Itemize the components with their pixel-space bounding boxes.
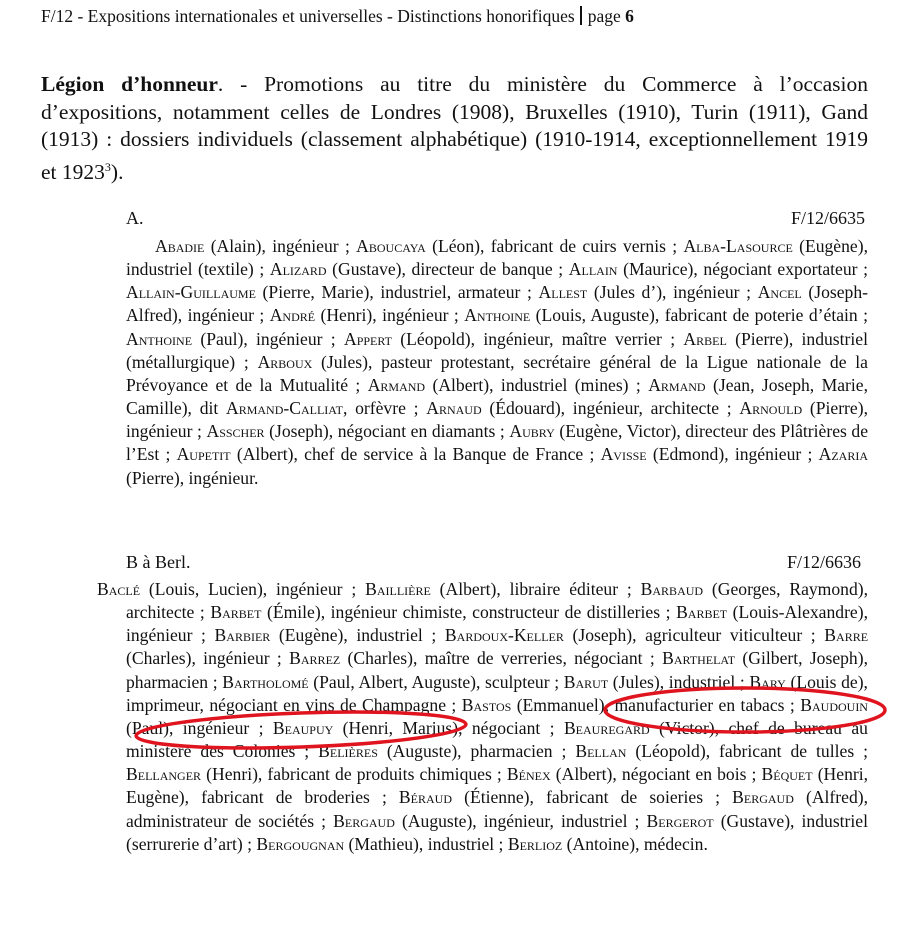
entry-name: Beauregard — [563, 717, 650, 738]
footnote-ref: 3 — [104, 159, 111, 174]
entry-details: (Jules), industriel ; — [608, 671, 745, 692]
entry-item — [539, 282, 752, 302]
entry-name: Belières — [318, 741, 378, 762]
entry-name: Barbier — [214, 625, 271, 646]
entry-details: (Edmond), ingénieur ; — [646, 444, 813, 465]
entry-details: (Gilbert, Joseph), pharmacien ; — [126, 648, 868, 692]
entry-details: (Léon), fabricant de cuirs vernis ; — [425, 236, 678, 256]
entry-item — [273, 718, 555, 738]
section-a-reference: F/12/6635 — [790, 208, 865, 228]
entry-details: (Léopold), fabricant de tulles ; — [626, 741, 868, 762]
entry-item — [177, 444, 595, 464]
entry-details: (Henri), ingénieur ; — [315, 305, 459, 326]
entry-details: (Emmanuel), manufacturier en tabacs ; — [511, 694, 795, 715]
entry-item — [215, 625, 437, 645]
entry-name: Avisse — [600, 444, 647, 465]
intro-text: . - Promotions au titre du ministère du Commerce à l’occasion d’expositions, notamment celles de Londres (1908), Bruxelles (1910), Turin (1911), Gand (1913) : dossiers individuels (classement alphabétique) (1910-1914, exceptionnellement 1919 et 1923 — [41, 72, 868, 184]
entry-name: Bergerot — [646, 810, 714, 831]
entry-name: Baudouin — [800, 694, 868, 715]
entry-name: Aboucaya — [356, 236, 426, 256]
entry-name: Barbaud — [640, 579, 704, 599]
entry-details: (Albert), libraire éditeur ; — [430, 579, 632, 599]
entry-name: Alba-Lasource — [683, 236, 793, 256]
entry-details: (Édouard), ingénieur, architecte ; — [481, 398, 732, 419]
header-page-label: page — [587, 6, 621, 26]
entry-name: Bénex — [506, 764, 551, 785]
entry-details: (Pierre, Marie), industriel, armateur ; — [255, 282, 532, 303]
entry-item — [126, 282, 532, 302]
section-b-entries — [97, 578, 869, 856]
entry-name: Béraud — [398, 787, 452, 808]
entry-details: (Jules d’), ingénieur ; — [587, 282, 752, 303]
entry-item — [270, 305, 459, 325]
entry-item — [226, 398, 419, 418]
entry-name: Anthoine — [126, 328, 193, 349]
entry-item — [601, 444, 813, 464]
entry-details: (Charles), ingénieur ; — [126, 648, 282, 669]
entry-item — [97, 579, 356, 599]
entry-name: Allest — [538, 282, 588, 303]
entry-item — [445, 625, 816, 645]
entry-item — [333, 811, 639, 831]
entry-name: Bellanger — [126, 764, 202, 785]
entry-details: , orfèvre ; — [342, 398, 419, 419]
section-b-reference: F/12/6636 — [786, 552, 861, 572]
entry-name: Asscher — [206, 421, 265, 442]
entry-details: (Mathieu), industriel ; — [344, 833, 504, 854]
entry-details: (Gustave), directeur de banque ; — [326, 259, 564, 280]
entry-name: Anthoine — [464, 305, 531, 326]
entry-details: (Joseph-Alfred), ingénieur ; — [126, 282, 868, 326]
entry-name: Arbel — [683, 328, 727, 349]
entry-details: (Henri), fabricant de produits chimiques ; — [201, 764, 502, 785]
entry-details: (Eugène), industriel ; — [270, 625, 437, 646]
section-a-entries — [126, 235, 868, 490]
entry-item — [344, 329, 675, 349]
entry-item — [155, 236, 350, 256]
entry-name: Bellan — [575, 741, 627, 762]
entry-details: (Alain), ingénieur ; — [204, 236, 350, 256]
intro-title: Légion d’honneur — [41, 72, 218, 96]
entry-item — [206, 421, 504, 441]
entry-details: (Eugène, Victor), directeur des Plâtrières de l’Est ; — [126, 421, 869, 465]
page-header — [41, 6, 634, 27]
entry-name: Allain-Guillaume — [126, 282, 256, 303]
entry-item — [462, 695, 795, 715]
entry-name: Bary — [749, 671, 786, 692]
entry-name: Armand — [648, 374, 706, 395]
entry-details: (Pierre), ingénieur ; — [126, 398, 868, 442]
entry-item — [368, 375, 641, 395]
entry-item — [289, 648, 655, 668]
entry-details: (Georges, Raymond), architecte ; — [126, 579, 869, 623]
entry-details: (Henri, Eugène), fabricant de broderies ; — [126, 764, 869, 808]
entry-name: Azaria — [818, 444, 868, 465]
entry-details: (Joseph), agriculteur viticulteur ; — [563, 625, 816, 646]
entry-item — [222, 672, 559, 692]
entry-name: Bergougnan — [256, 833, 345, 854]
entry-item — [399, 787, 720, 807]
entry-details: (Jean, Joseph, Marie, Camille), dit — [126, 374, 868, 419]
entry-name: Aubry — [509, 421, 555, 442]
entry-details: (Louis, Lucien), ingénieur ; — [140, 579, 357, 599]
entry-details: (Albert), négociant en bois ; — [550, 764, 757, 785]
intro-tail: ). — [110, 159, 124, 184]
entry-item — [318, 741, 566, 761]
entry-item — [426, 398, 731, 418]
entry-name: Allain — [568, 259, 618, 280]
entry-name: Bergaud — [333, 810, 395, 831]
entry-name: Barbet — [676, 602, 728, 623]
entry-details: (Louis de), imprimeur, négociant en vins de Champagne ; — [126, 671, 868, 715]
entry-details: (Paul), ingénieur ; — [192, 328, 336, 349]
entry-name: Alizard — [269, 259, 327, 280]
entry-name: Bardoux-Keller — [444, 625, 564, 646]
entry-details: (Louis, Auguste), fabricant de poterie d’étain ; — [530, 305, 868, 326]
entry-item — [508, 834, 708, 854]
entry-item — [464, 305, 868, 325]
entry-details: (Pierre), ingénieur. — [126, 467, 259, 488]
entry-item — [126, 764, 502, 784]
entry-details: (Gustave), industriel (serrurerie d’art) ; — [126, 810, 868, 854]
entry-name: Bartholomé — [222, 671, 309, 692]
entry-details: (Louis-Alexandre), ingénieur ; — [126, 602, 868, 646]
entry-details: (Eugène), industriel (textile) ; — [126, 236, 868, 280]
entry-details: (Étienne), fabricant de soieries ; — [452, 787, 721, 808]
entry-name: Ancel — [757, 282, 802, 303]
entry-item — [270, 259, 563, 279]
entry-details: (Paul, Albert, Auguste), sculpteur ; — [308, 671, 560, 692]
entry-name: Baclé — [97, 579, 141, 599]
entry-name: Béquet — [761, 764, 813, 785]
entry-item — [569, 259, 868, 279]
entry-details: (Charles), maître de verreries, négociant ; — [340, 648, 655, 669]
entry-details: (Albert), chef de service à la Banque de France ; — [230, 444, 595, 465]
entry-item — [256, 834, 503, 854]
entry-name: Appert — [343, 328, 392, 349]
entry-name: Bastos — [461, 694, 512, 715]
entry-name: Armand — [367, 374, 426, 395]
entry-item — [126, 329, 336, 349]
entry-name: Barut — [563, 671, 609, 692]
entry-item — [575, 741, 868, 761]
entry-name: Arnould — [739, 398, 803, 419]
entry-details: (Auguste), ingénieur, industriel ; — [394, 810, 640, 831]
entry-details: (Maurice), négociant exportateur ; — [617, 259, 869, 280]
header-title: F/12 - Expositions internationales et universelles - Distinctions honorifiques — [41, 6, 575, 26]
entry-item — [356, 236, 677, 256]
entry-item — [365, 579, 632, 599]
entry-name: Abadie — [155, 236, 205, 256]
entry-details: (Victor), chef de bureau au ministère des Colonies ; — [126, 717, 868, 762]
intro-paragraph — [41, 71, 868, 186]
entry-name: Beaupuy — [272, 717, 334, 738]
section-b-heading: B à Berl. — [126, 552, 191, 572]
entry-details: (Antoine), médecin. — [562, 833, 708, 854]
entry-details: (Henri, Marius), négociant ; — [333, 717, 555, 738]
header-page-number: 6 — [625, 6, 634, 26]
section-a-heading: A. — [126, 208, 144, 228]
entry-name: Armand-Calliat — [226, 398, 343, 419]
entry-name: Aupetit — [176, 444, 231, 465]
entry-name: Barre — [824, 625, 869, 646]
entry-name: Baillière — [365, 579, 431, 599]
entry-details: (Jules), pasteur protestant, secrétaire général de la Ligue nationale de la Prévoyance et de la Mutualité ; — [126, 351, 868, 395]
header-separator — [580, 6, 582, 25]
entry-name: Berlioz — [507, 833, 563, 854]
entry-item — [210, 602, 670, 622]
entry-name: Barbet — [210, 602, 262, 623]
entry-item — [507, 764, 757, 784]
entry-details: (Léopold), ingénieur, maître verrier ; — [391, 328, 676, 349]
entry-details: (Joseph), négociant en diamants ; — [264, 421, 505, 442]
entry-name: Barrez — [289, 648, 341, 669]
entry-details: (Albert), industriel (mines) ; — [425, 374, 641, 395]
entry-details: (Auguste), pharmacien ; — [377, 741, 567, 762]
entry-details: (Paul), ingénieur ; — [126, 717, 264, 738]
entry-details: (Alfred), administrateur de sociétés ; — [126, 787, 868, 831]
entry-name: André — [269, 305, 316, 326]
entry-name: Bergaud — [732, 787, 794, 808]
entry-details: (Émile), ingénieur chimiste, constructeur de distilleries ; — [261, 602, 671, 623]
entry-name: Barthelat — [662, 648, 736, 669]
entry-details: (Pierre), industriel (métallurgique) ; — [126, 328, 868, 372]
entry-name: Arnaud — [426, 398, 482, 419]
entry-item — [564, 672, 745, 692]
entry-name: Arboux — [257, 351, 313, 372]
